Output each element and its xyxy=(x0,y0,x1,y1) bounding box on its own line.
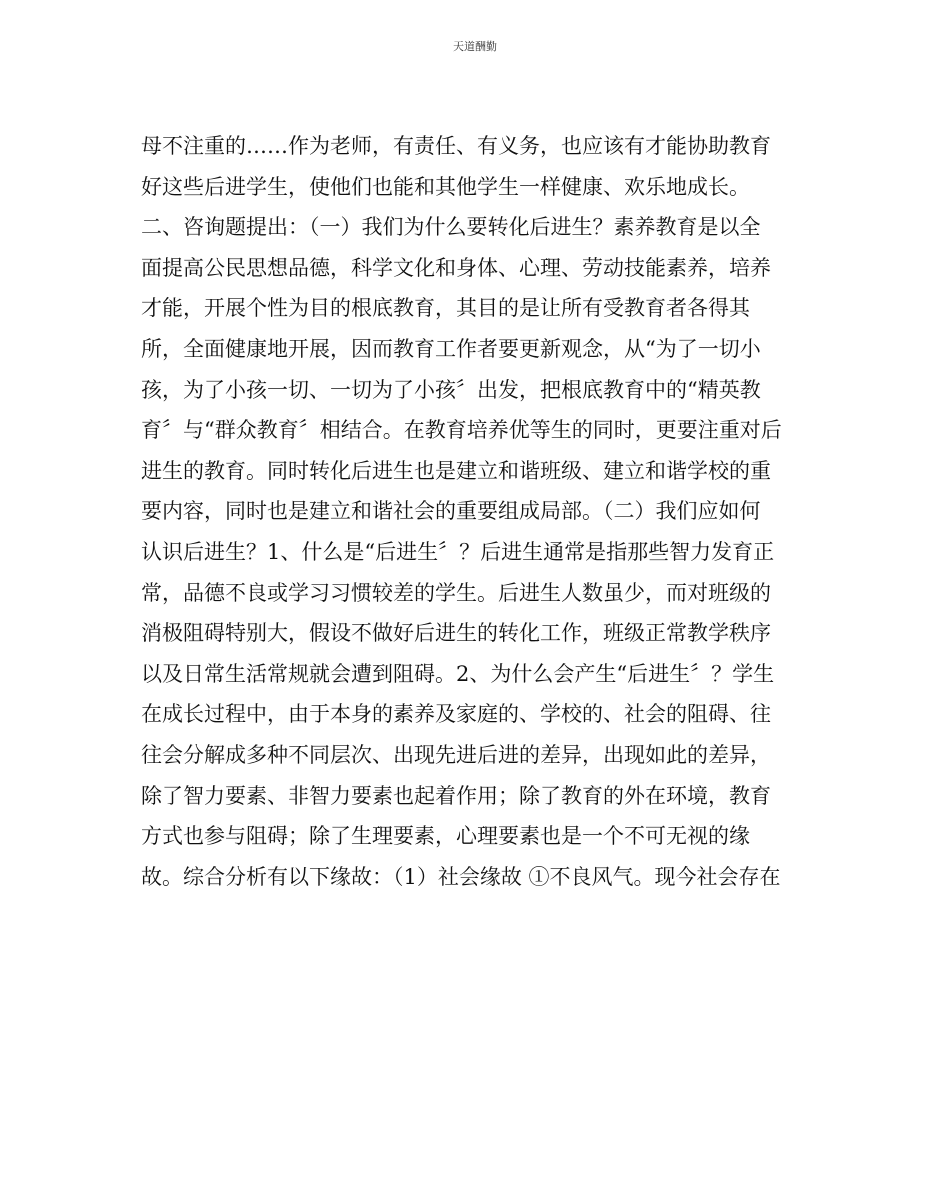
text-line: 常，品德不良或学习习惯较差的学生。后进生人数虽少，而对班级的 xyxy=(141,580,771,605)
text-line: 二、咨询题提出：（一）我们为什么要转化后进生？素养教育是以全 xyxy=(141,215,761,240)
text-line: 除了智力要素、非智力要素也起着作用；除了教育的外在环境，教育 xyxy=(141,783,771,808)
text-line: 好这些后进学生，使他们也能和其他学生一样健康、欢乐地成长。 xyxy=(141,174,750,199)
text-line: 以及日常生活常规就会遭到阻碍。2、为什么会产生“后进生〞？学生 xyxy=(141,661,775,686)
body-text xyxy=(141,126,821,897)
text-line: 在成长过程中，由于本身的素养及家庭的、学校的、社会的阻碍、往 xyxy=(141,702,771,727)
page-header: 天道酬勤 xyxy=(453,40,497,53)
text-line: 面提高公民思想品德，科学文化和身体、心理、劳动技能素养，培养 xyxy=(141,255,771,280)
text-line: 方式也参与阻碍；除了生理要素，心理要素也是一个不可无视的缘 xyxy=(141,824,750,849)
text-line: 母不注重的……作为老师，有责任、有义务，也应该有才能协助教育 xyxy=(141,134,771,158)
text-line: 消极阻碍特别大，假设不做好后进生的转化工作，班级正常教学秩序 xyxy=(141,621,771,646)
text-line: 孩，为了小孩一切、一切为了小孩〞出发，把根底教育中的“精英教 xyxy=(141,377,761,402)
text-line: 往会分解成多种不同层次、出现先进后进的差异，出现如此的差异， xyxy=(141,742,771,767)
text-line: 进生的教育。同时转化后进生也是建立和谐班级、建立和谐学校的重 xyxy=(141,458,771,483)
text-line: 要内容，同时也是建立和谐社会的重要组成局部。（二）我们应如何 xyxy=(141,499,761,524)
text-line: 故。综合分析有以下缘故：（1）社会缘故 ①不良风气。现今社会存在 xyxy=(141,864,781,889)
text-line: 所，全面健康地开展，因而教育工作者要更新观念，从“为了一切小 xyxy=(141,336,761,361)
text-line: 育〞与“群众教育〞相结合。在教育培养优等生的同时，更要注重对后 xyxy=(141,418,782,443)
text-line: 认识后进生？1、什么是“后进生〞？后进生通常是指那些智力发育正 xyxy=(141,539,775,564)
text-line: 才能，开展个性为目的根底教育，其目的是让所有受教育者各得其 xyxy=(141,296,750,321)
